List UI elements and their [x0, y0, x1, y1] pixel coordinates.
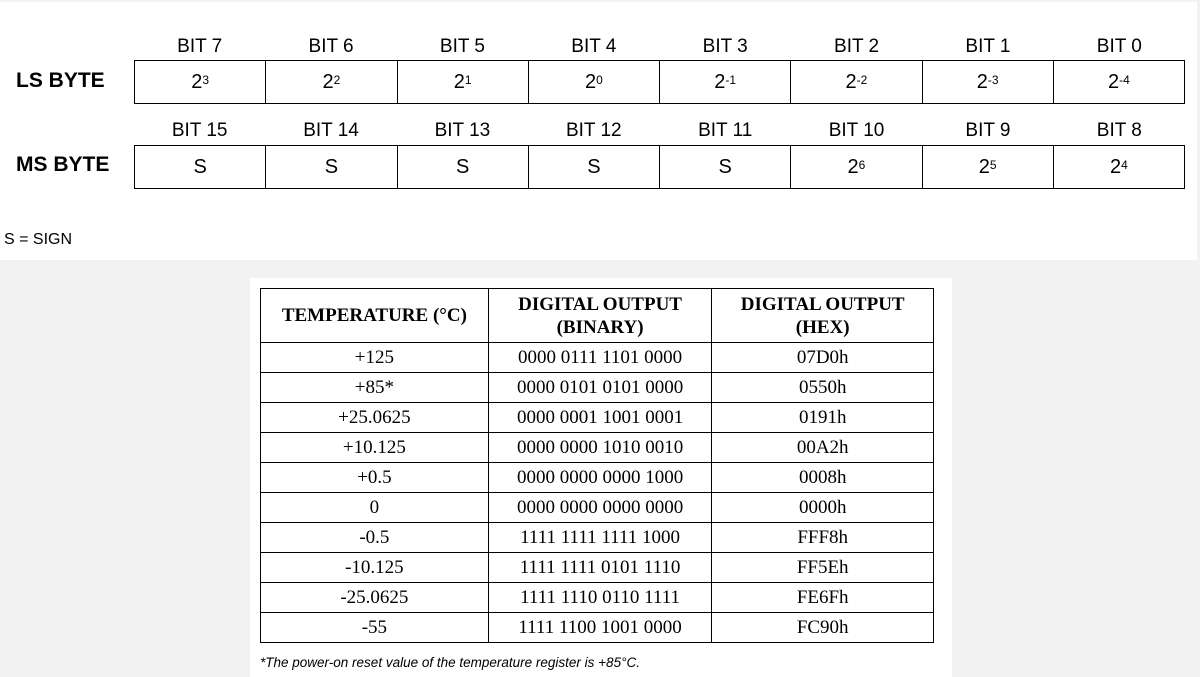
- bit-weight-exponent: -4: [1119, 73, 1130, 87]
- binary-header-line2: (BINARY): [556, 316, 644, 338]
- bit-weight-exponent: 6: [858, 158, 866, 172]
- temperature-cell: -10.125: [261, 553, 489, 583]
- hex-cell: FC90h: [712, 613, 934, 643]
- hex-header-line2: (HEX): [795, 316, 850, 338]
- bit-weight-base: 2: [845, 70, 857, 93]
- ms-byte-bit-header: BIT 10: [828, 120, 885, 141]
- ls-byte-bit-header: BIT 5: [439, 36, 485, 57]
- footnote: *The power-on reset value of the temperature register is +85°C.: [260, 655, 640, 670]
- ls-byte-bit-cell: [529, 61, 660, 103]
- table-row: [261, 583, 934, 613]
- ms-byte-bit-cell: [791, 146, 922, 188]
- temperature-cell: +25.0625: [261, 403, 489, 433]
- ls-byte-bit-cell: [135, 61, 266, 103]
- bit-weight-base: S: [587, 155, 601, 178]
- table-row: [261, 463, 934, 493]
- hex-cell: 0550h: [712, 373, 934, 403]
- ls-byte-bit-cell: [1054, 61, 1184, 103]
- bit-weight-exponent: 1: [464, 73, 472, 87]
- table-row: [261, 373, 934, 403]
- bit-weight-exponent: -2: [856, 73, 868, 87]
- bit-weight-base: 2: [976, 70, 988, 93]
- temperature-table-panel: [250, 278, 952, 677]
- bit-weight-base: 2: [191, 70, 203, 93]
- bit-weight-exponent: 2: [333, 73, 341, 87]
- table-row: [261, 343, 934, 373]
- bit-weight-exponent: 5: [989, 158, 997, 172]
- binary-cell: 1111 1111 0101 1110: [488, 553, 712, 583]
- ls-byte-bit-cell: [660, 61, 791, 103]
- ls-byte-bit-header: BIT 7: [177, 36, 223, 57]
- table-header-row: [261, 289, 934, 343]
- bit-register-panel: [0, 2, 1197, 260]
- table-row: [261, 523, 934, 553]
- table-row: [261, 553, 934, 583]
- ms-byte-bit-cell: [398, 146, 529, 188]
- ms-byte-bit-header: BIT 8: [1096, 120, 1142, 141]
- temperature-cell: -55: [261, 613, 489, 643]
- binary-cell: 1111 1100 1001 0000: [488, 613, 712, 643]
- ms-byte-bit-header: BIT 9: [965, 120, 1011, 141]
- ms-byte-bit-header: BIT 14: [303, 120, 359, 141]
- bit-weight-base: 2: [714, 70, 726, 93]
- binary-cell: 1111 1110 0110 1111: [488, 583, 712, 613]
- table-row: [261, 433, 934, 463]
- bit-weight-base: 2: [584, 70, 597, 93]
- bit-weight-base: 2: [1109, 155, 1122, 178]
- ls-byte-bit-header: BIT 4: [571, 36, 617, 57]
- bit-weight-base: S: [193, 155, 207, 178]
- ms-byte-bit-header: BIT 13: [434, 120, 491, 141]
- hex-cell: FFF8h: [712, 523, 934, 553]
- hex-cell: FE6Fh: [712, 583, 934, 613]
- bit-weight-base: 2: [847, 155, 859, 178]
- hex-cell: 00A2h: [712, 433, 934, 463]
- bit-weight-base: 2: [1107, 70, 1120, 93]
- ls-byte-bit-header: BIT 6: [308, 36, 354, 57]
- bit-weight-base: S: [324, 155, 339, 178]
- temperature-cell: 0: [261, 493, 489, 523]
- hex-cell: 0000h: [712, 493, 934, 523]
- ms-byte-row: [134, 145, 1185, 189]
- ms-byte-bit-cell: [266, 146, 397, 188]
- table-row: [261, 403, 934, 433]
- binary-cell: 1111 1111 1111 1000: [488, 523, 712, 553]
- ms-byte-bit-cell: [1054, 146, 1184, 188]
- ls-byte-bit-cell: [791, 61, 922, 103]
- bit-weight-base: 2: [453, 70, 465, 93]
- binary-cell: 0000 0000 0000 0000: [488, 493, 712, 523]
- ms-byte-bit-cell: [923, 146, 1054, 188]
- table-row: [261, 613, 934, 643]
- bit-weight-exponent: 0: [596, 73, 603, 87]
- ms-byte-bit-header: BIT 12: [565, 120, 622, 141]
- ls-byte-bit-header: BIT 0: [1096, 36, 1142, 57]
- ls-byte-bit-cell: [398, 61, 529, 103]
- binary-cell: 0000 0101 0101 0000: [488, 373, 712, 403]
- hex-header-line1: DIGITAL OUTPUT: [740, 293, 905, 315]
- ls-byte-bit-header: BIT 1: [965, 36, 1011, 57]
- temperature-header: TEMPERATURE (°C): [261, 289, 489, 343]
- bit-weight-exponent: -3: [987, 73, 999, 87]
- bit-weight-exponent: 4: [1121, 158, 1128, 172]
- binary-cell: 0000 0001 1001 0001: [488, 403, 712, 433]
- temperature-cell: -0.5: [261, 523, 489, 553]
- hex-cell: FF5Eh: [712, 553, 934, 583]
- bit-weight-base: S: [455, 155, 470, 178]
- hex-cell: 0008h: [712, 463, 934, 493]
- ms-byte-bit-header: BIT 11: [698, 120, 753, 141]
- bit-weight-exponent: -1: [725, 73, 737, 87]
- ms-byte-bit-cell: [529, 146, 660, 188]
- bit-weight-base: 2: [322, 70, 334, 93]
- ls-byte-bit-cell: [923, 61, 1054, 103]
- temperature-table-body: [261, 343, 934, 643]
- binary-cell: 0000 0000 0000 1000: [488, 463, 712, 493]
- temperature-cell: +85*: [261, 373, 489, 403]
- ms-byte-bit-cell: [135, 146, 266, 188]
- bit-weight-base: 2: [978, 155, 990, 178]
- binary-header: [488, 289, 712, 343]
- bit-weight-base: S: [718, 155, 732, 178]
- ls-byte-bit-header: BIT 3: [702, 36, 748, 57]
- binary-cell: 0000 0111 1101 0000: [488, 343, 712, 373]
- bit-weight-exponent: 3: [202, 73, 210, 87]
- temperature-cell: +125: [261, 343, 489, 373]
- temperature-table: [260, 288, 934, 643]
- sign-note: S = SIGN: [4, 231, 73, 248]
- ms-byte-bit-header: BIT 15: [171, 120, 228, 141]
- temperature-cell: -25.0625: [261, 583, 489, 613]
- temperature-cell: +10.125: [261, 433, 489, 463]
- ls-byte-bit-cell: [266, 61, 397, 103]
- ms-byte-label: MS BYTE: [16, 153, 110, 176]
- binary-cell: 0000 0000 1010 0010: [488, 433, 712, 463]
- hex-header: [712, 289, 934, 343]
- ms-byte-bit-headers: [134, 120, 1185, 142]
- ls-byte-bit-header: BIT 2: [834, 36, 880, 57]
- ls-byte-row: [134, 60, 1185, 104]
- binary-header-line1: DIGITAL OUTPUT: [518, 293, 682, 315]
- hex-cell: 0191h: [712, 403, 934, 433]
- ms-byte-bit-cell: [660, 146, 791, 188]
- ls-byte-label: LS BYTE: [16, 69, 105, 92]
- temperature-cell: +0.5: [261, 463, 489, 493]
- ls-byte-bit-headers: [134, 36, 1185, 58]
- hex-cell: 07D0h: [712, 343, 934, 373]
- table-row: [261, 493, 934, 523]
